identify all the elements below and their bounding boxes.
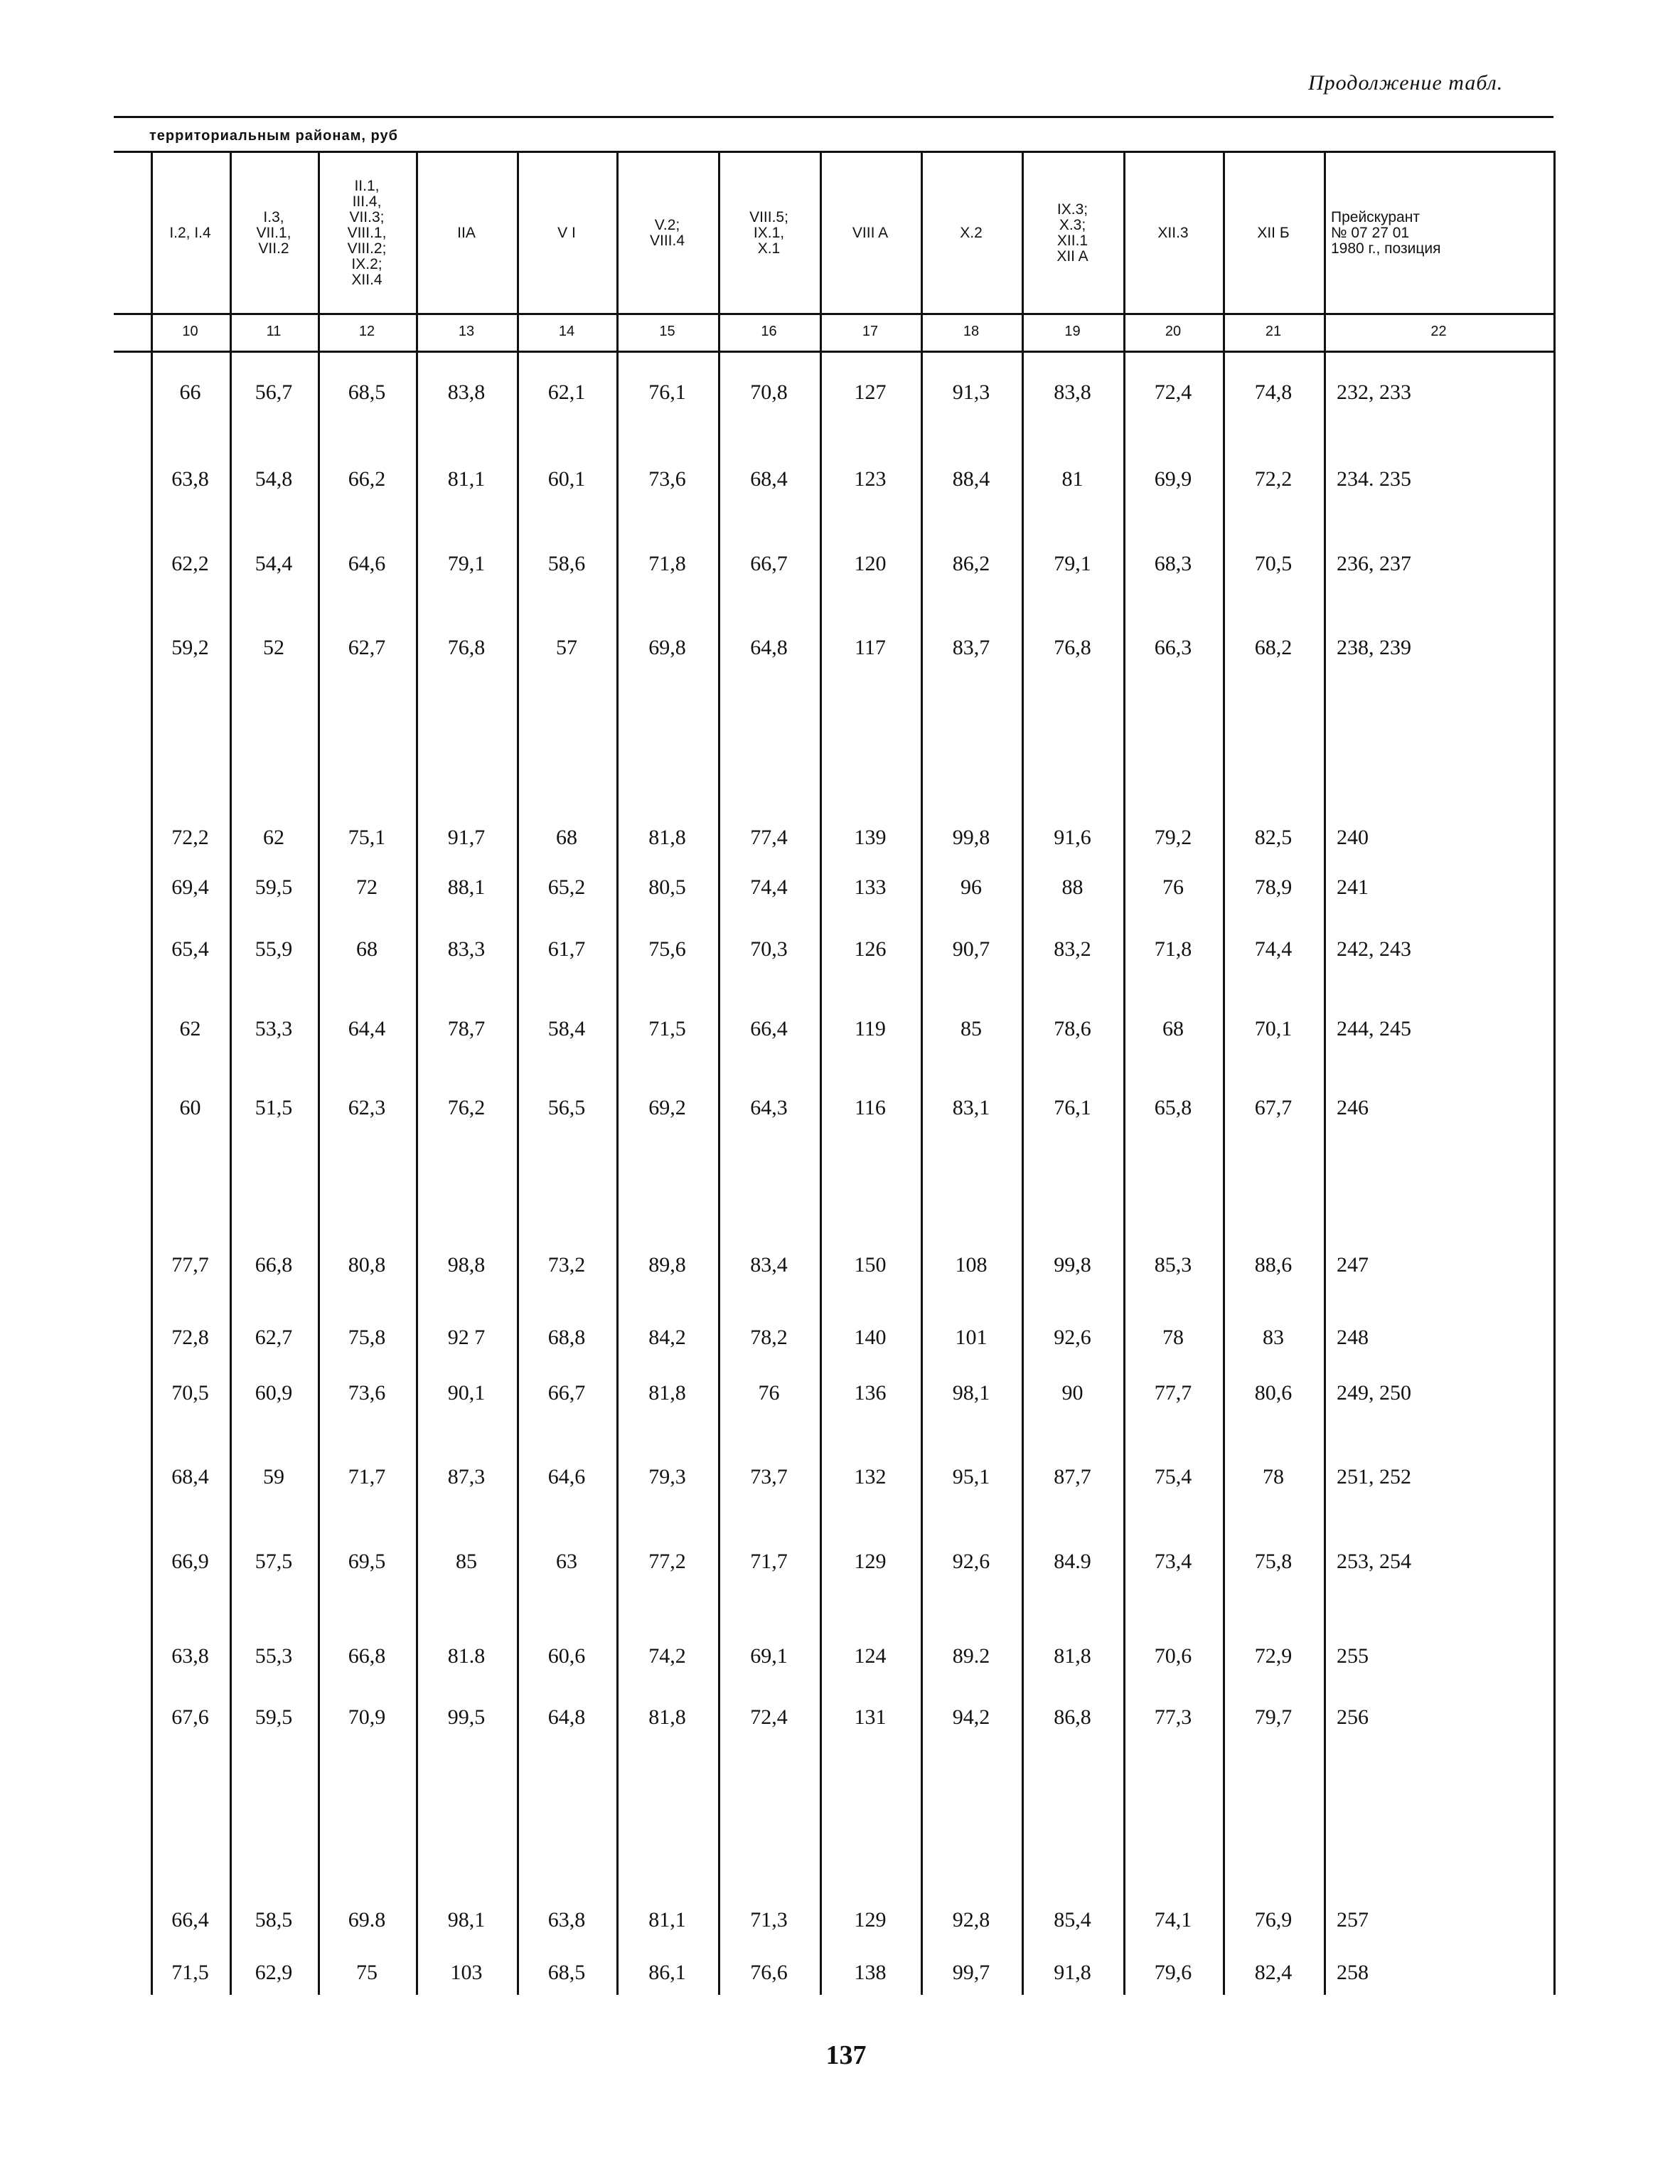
column-number: 10 <box>182 324 198 339</box>
column-divider <box>1553 151 1556 1995</box>
table-cell: 92,8 <box>952 1908 990 1932</box>
table-cell: 132 <box>854 1465 887 1488</box>
table-cell: 62 <box>179 1017 201 1040</box>
table-cell: 84,2 <box>648 1326 686 1349</box>
table-cell: 87,3 <box>447 1465 486 1488</box>
table-cell: 66,8 <box>255 1253 293 1277</box>
table-cell: 76 <box>758 1381 780 1405</box>
table-cell: 133 <box>854 875 887 899</box>
price-list-position: 244, 245 <box>1337 1017 1411 1040</box>
price-list-position: 256 <box>1337 1705 1369 1729</box>
table-cell: 72,2 <box>171 826 209 849</box>
table-cell: 94,2 <box>952 1705 990 1729</box>
table-cell: 88,6 <box>1254 1253 1293 1277</box>
table-cell: 72,8 <box>171 1326 209 1349</box>
column-header: V I <box>557 225 576 241</box>
table-cell: 88,4 <box>952 467 990 491</box>
table-cell: 64,6 <box>547 1465 586 1488</box>
table-cell: 81,8 <box>648 1381 686 1405</box>
table-cell: 79,1 <box>1054 552 1091 575</box>
table-cell: 72,2 <box>1254 467 1293 491</box>
table-cell: 89.2 <box>952 1644 990 1668</box>
table-cell: 75,8 <box>1254 1550 1293 1573</box>
table-cell: 131 <box>854 1705 887 1729</box>
table-cell: 57,5 <box>255 1550 293 1573</box>
table-cell: 57 <box>556 636 577 659</box>
table-cell: 64,4 <box>348 1017 386 1040</box>
table-cell: 59,5 <box>255 875 293 899</box>
table-cell: 66,3 <box>1154 636 1192 659</box>
table-cell: 71,5 <box>171 1961 209 1984</box>
table-cell: 73,6 <box>348 1381 386 1405</box>
table-cell: 108 <box>955 1253 988 1277</box>
table-cell: 68,5 <box>348 380 386 404</box>
table-cell: 74,4 <box>1254 937 1293 961</box>
table-cell: 129 <box>854 1908 887 1932</box>
table-cell: 68,8 <box>547 1326 586 1349</box>
table-cell: 71,8 <box>1154 937 1192 961</box>
table-cell: 67,7 <box>1254 1096 1293 1119</box>
table-cell: 75,1 <box>348 826 386 849</box>
table-cell: 66,9 <box>171 1550 209 1573</box>
table-cell: 78 <box>1162 1326 1184 1349</box>
price-list-position: 248 <box>1337 1326 1369 1349</box>
column-header: II.1, III.4, VII.3; VIII.1, VIII.2; IX.2; XII.4 <box>347 178 387 288</box>
table-cell: 98,8 <box>447 1253 486 1277</box>
table-cell: 75,6 <box>648 937 686 961</box>
table-cell: 55,9 <box>255 937 293 961</box>
table-cell: 63,8 <box>171 467 209 491</box>
table-cell: 54,8 <box>255 467 293 491</box>
table-cell: 101 <box>955 1326 988 1349</box>
table-cell: 80,5 <box>648 875 686 899</box>
table-cell: 87,7 <box>1054 1465 1091 1488</box>
price-list-position: 241 <box>1337 875 1369 899</box>
column-number: 14 <box>558 324 575 339</box>
table-cell: 99,5 <box>447 1705 486 1729</box>
table-cell: 117 <box>855 636 886 659</box>
table-cell: 85,4 <box>1054 1908 1091 1932</box>
table-cell: 89,8 <box>648 1253 686 1277</box>
column-number: 12 <box>358 324 375 339</box>
table-cell: 62,3 <box>348 1096 386 1119</box>
table-cell: 59,5 <box>255 1705 293 1729</box>
table-cell: 76 <box>1162 875 1184 899</box>
header-bottom-rule <box>114 313 1553 315</box>
price-list-position: 234. 235 <box>1337 467 1411 491</box>
page-number: 137 <box>825 2040 867 2070</box>
table-cell: 62,7 <box>255 1326 293 1349</box>
table-cell: 68,4 <box>171 1465 209 1488</box>
table-cell: 63 <box>556 1550 577 1573</box>
column-header: VIII A <box>852 225 889 241</box>
column-number: 18 <box>963 324 980 339</box>
table-cell: 71,7 <box>348 1465 386 1488</box>
table-cell: 71,3 <box>750 1908 788 1932</box>
table-cell: 60,1 <box>547 467 586 491</box>
top-rule <box>114 116 1553 118</box>
table-cell: 82,5 <box>1254 826 1293 849</box>
table-cell: 70,8 <box>750 380 788 404</box>
table-cell: 72 <box>356 875 378 899</box>
table-cell: 77,7 <box>1154 1381 1192 1405</box>
table-cell: 72,4 <box>750 1705 788 1729</box>
table-cell: 66 <box>179 380 201 404</box>
table-cell: 83,4 <box>750 1253 788 1277</box>
table-cell: 66,4 <box>750 1017 788 1040</box>
column-header: XII.3 <box>1157 225 1189 241</box>
table-cell: 83,8 <box>447 380 486 404</box>
table-cell: 99,8 <box>952 826 990 849</box>
table-cell: 81 <box>1061 467 1084 491</box>
table-cell: 81.8 <box>447 1644 486 1668</box>
table-cell: 72,4 <box>1154 380 1192 404</box>
table-cell: 90 <box>1061 1381 1084 1405</box>
price-list-position: 236, 237 <box>1337 552 1411 575</box>
table-cell: 77,7 <box>171 1253 209 1277</box>
table-cell: 59 <box>263 1465 284 1488</box>
table-cell: 99,8 <box>1054 1253 1091 1277</box>
table-cell: 82,4 <box>1254 1961 1293 1984</box>
table-cell: 66,7 <box>750 552 788 575</box>
table-cell: 63,8 <box>171 1644 209 1668</box>
column-header: I.2, I.4 <box>169 225 211 241</box>
column-number: 21 <box>1265 324 1282 339</box>
column-number: 15 <box>659 324 675 339</box>
table-cell: 98,1 <box>952 1381 990 1405</box>
table-cell: 56,7 <box>255 380 293 404</box>
table-cell: 90,1 <box>447 1381 486 1405</box>
table-cell: 80,6 <box>1254 1381 1293 1405</box>
table-cell: 65,8 <box>1154 1096 1192 1119</box>
table-cell: 76,8 <box>1054 636 1091 659</box>
table-cell: 76,1 <box>648 380 686 404</box>
price-list-position: 255 <box>1337 1644 1369 1668</box>
table-cell: 58,5 <box>255 1908 293 1932</box>
table-cell: 74,2 <box>648 1644 686 1668</box>
table-cell: 88 <box>1061 875 1084 899</box>
header-top-rule <box>114 151 1553 153</box>
table-cell: 83,3 <box>447 937 486 961</box>
table-cell: 72,9 <box>1254 1644 1293 1668</box>
table-cell: 68,3 <box>1154 552 1192 575</box>
table-cell: 62,2 <box>171 552 209 575</box>
table-cell: 69,8 <box>648 636 686 659</box>
table-cell: 78 <box>1263 1465 1284 1488</box>
table-cell: 68,5 <box>547 1961 586 1984</box>
table-cell: 78,2 <box>750 1326 788 1349</box>
table-cell: 92,6 <box>1054 1326 1091 1349</box>
table-cell: 73,4 <box>1154 1550 1192 1573</box>
table-cell: 95,1 <box>952 1465 990 1488</box>
table-cell: 64,8 <box>750 636 788 659</box>
table-cell: 61,7 <box>547 937 586 961</box>
continuation-label: Продолжение табл. <box>1308 71 1504 95</box>
table-cell: 91,3 <box>952 380 990 404</box>
table-cell: 53,3 <box>255 1017 293 1040</box>
column-number: 16 <box>761 324 777 339</box>
table-cell: 78,9 <box>1254 875 1293 899</box>
table-cell: 73,7 <box>750 1465 788 1488</box>
price-list-position: 251, 252 <box>1337 1465 1411 1488</box>
table-cell: 69,9 <box>1154 467 1192 491</box>
table-cell: 66,7 <box>547 1381 586 1405</box>
table-cell: 83,2 <box>1054 937 1091 961</box>
column-header: V.2; VIII.4 <box>649 217 685 249</box>
price-list-position: 240 <box>1337 826 1369 849</box>
table-cell: 124 <box>854 1644 887 1668</box>
price-list-position: 249, 250 <box>1337 1381 1411 1405</box>
table-cell: 119 <box>855 1017 886 1040</box>
table-cell: 83,7 <box>952 636 990 659</box>
column-number: 19 <box>1064 324 1081 339</box>
table-cell: 127 <box>854 380 887 404</box>
table-cell: 51,5 <box>255 1096 293 1119</box>
table-cell: 140 <box>854 1326 887 1349</box>
table-cell: 81,8 <box>1054 1644 1091 1668</box>
table-cell: 63,8 <box>547 1908 586 1932</box>
table-cell: 70,1 <box>1254 1017 1293 1040</box>
table-cell: 60,6 <box>547 1644 586 1668</box>
table-cell: 56,5 <box>547 1096 586 1119</box>
price-list-position: 258 <box>1337 1961 1369 1984</box>
table-cell: 88,1 <box>447 875 486 899</box>
table-cell: 90,7 <box>952 937 990 961</box>
table-cell: 129 <box>854 1550 887 1573</box>
table-cell: 62,7 <box>348 636 386 659</box>
table-cell: 64,3 <box>750 1096 788 1119</box>
table-cell: 58,6 <box>547 552 586 575</box>
table-cell: 85 <box>961 1017 982 1040</box>
table-cell: 69.8 <box>348 1908 386 1932</box>
column-number: 22 <box>1430 324 1447 339</box>
table-cell: 99,7 <box>952 1961 990 1984</box>
table-cell: 76,9 <box>1254 1908 1293 1932</box>
price-list-position: 253, 254 <box>1337 1550 1411 1573</box>
table-cell: 84.9 <box>1054 1550 1091 1573</box>
table-cell: 67,6 <box>171 1705 209 1729</box>
table-cell: 83,8 <box>1054 380 1091 404</box>
column-header: IIA <box>457 225 476 241</box>
table-cell: 98,1 <box>447 1908 486 1932</box>
table-cell: 79,2 <box>1154 826 1192 849</box>
table-cell: 91,7 <box>447 826 486 849</box>
table-cell: 79,6 <box>1154 1961 1192 1984</box>
table-cell: 76,1 <box>1054 1096 1091 1119</box>
table-cell: 69,2 <box>648 1096 686 1119</box>
table-cell: 75,4 <box>1154 1465 1192 1488</box>
table-cell: 70,5 <box>171 1381 209 1405</box>
table-cell: 81,1 <box>447 467 486 491</box>
table-cell: 96 <box>961 875 982 899</box>
table-cell: 116 <box>855 1096 886 1119</box>
table-cell: 66,8 <box>348 1644 386 1668</box>
table-cell: 62,9 <box>255 1961 293 1984</box>
column-number: 11 <box>266 324 282 339</box>
column-header: VIII.5; IX.1, X.1 <box>749 209 788 257</box>
table-cell: 68 <box>356 937 378 961</box>
table-cell: 77,2 <box>648 1550 686 1573</box>
table-cell: 85,3 <box>1154 1253 1192 1277</box>
table-cell: 78,7 <box>447 1017 486 1040</box>
price-list-position: 246 <box>1337 1096 1369 1119</box>
table-cell: 66,4 <box>171 1908 209 1932</box>
table-cell: 91,8 <box>1054 1961 1091 1984</box>
table-cell: 74,8 <box>1254 380 1293 404</box>
table-cell: 103 <box>450 1961 483 1984</box>
table-cell: 150 <box>854 1253 887 1277</box>
table-cell: 62 <box>263 826 284 849</box>
table-cell: 79,1 <box>447 552 486 575</box>
table-cell: 81,1 <box>648 1908 686 1932</box>
column-header: X.2 <box>960 225 983 241</box>
table-cell: 85 <box>456 1550 477 1573</box>
table-cell: 54,4 <box>255 552 293 575</box>
column-number: 17 <box>862 324 879 339</box>
table-cell: 91,6 <box>1054 826 1091 849</box>
table-cell: 65,4 <box>171 937 209 961</box>
table-cell: 139 <box>854 826 887 849</box>
price-list-position: 257 <box>1337 1908 1369 1932</box>
table-cell: 138 <box>854 1961 887 1984</box>
column-number: 20 <box>1165 324 1182 339</box>
table-cell: 73,2 <box>547 1253 586 1277</box>
table-cell: 71,5 <box>648 1017 686 1040</box>
table-cell: 74,1 <box>1154 1908 1192 1932</box>
table-cell: 79,3 <box>648 1465 686 1488</box>
table-cell: 86,8 <box>1054 1705 1091 1729</box>
table-cell: 75 <box>356 1961 378 1984</box>
table-cell: 62,1 <box>547 380 586 404</box>
table-cell: 64,6 <box>348 552 386 575</box>
table-cell: 60 <box>179 1096 201 1119</box>
table-cell: 92 7 <box>447 1326 486 1349</box>
table-cell: 86,2 <box>952 552 990 575</box>
table-cell: 70,9 <box>348 1705 386 1729</box>
table-cell: 81,8 <box>648 826 686 849</box>
table-cell: 83 <box>1263 1326 1284 1349</box>
table-cell: 75,8 <box>348 1326 386 1349</box>
table-cell: 78,6 <box>1054 1017 1091 1040</box>
price-list-position: 232, 233 <box>1337 380 1411 404</box>
table-cell: 123 <box>854 467 887 491</box>
table-cell: 69,4 <box>171 875 209 899</box>
price-list-position: 247 <box>1337 1253 1369 1277</box>
column-header: IX.3; X.3; XII.1 XII A <box>1056 201 1088 265</box>
table-cell: 70,6 <box>1154 1644 1192 1668</box>
table-cell: 83,1 <box>952 1096 990 1119</box>
table-cell: 59,2 <box>171 636 209 659</box>
table-cell: 71,8 <box>648 552 686 575</box>
table-cell: 68 <box>556 826 577 849</box>
price-list-position: 238, 239 <box>1337 636 1411 659</box>
table-cell: 64,8 <box>547 1705 586 1729</box>
table-cell: 70,5 <box>1254 552 1293 575</box>
table-cell: 126 <box>854 937 887 961</box>
column-header: I.3, VII.1, VII.2 <box>256 209 291 257</box>
table-cell: 66,2 <box>348 467 386 491</box>
table-cell: 71,7 <box>750 1550 788 1573</box>
column-header: XII Б <box>1257 225 1290 241</box>
table-cell: 69,1 <box>750 1644 788 1668</box>
table-cell: 77,3 <box>1154 1705 1192 1729</box>
table-cell: 68 <box>1162 1017 1184 1040</box>
table-cell: 76,2 <box>447 1096 486 1119</box>
column-header: Прейскурант № 07 27 01 1980 г., позиция <box>1331 209 1441 257</box>
table-cell: 81,8 <box>648 1705 686 1729</box>
table-cell: 77,4 <box>750 826 788 849</box>
table-cell: 68,2 <box>1254 636 1293 659</box>
subtitle: территориальным районам, руб <box>149 128 398 144</box>
table-cell: 76,8 <box>447 636 486 659</box>
table-cell: 136 <box>854 1381 887 1405</box>
table-cell: 92,6 <box>952 1550 990 1573</box>
table-cell: 52 <box>263 636 284 659</box>
table-cell: 120 <box>854 552 887 575</box>
table-cell: 70,3 <box>750 937 788 961</box>
table-cell: 76,6 <box>750 1961 788 1984</box>
table-cell: 86,1 <box>648 1961 686 1984</box>
table-cell: 58,4 <box>547 1017 586 1040</box>
table-cell: 55,3 <box>255 1644 293 1668</box>
column-number: 13 <box>458 324 475 339</box>
table-cell: 65,2 <box>547 875 586 899</box>
table-cell: 79,7 <box>1254 1705 1293 1729</box>
price-list-position: 242, 243 <box>1337 937 1411 961</box>
table-cell: 74,4 <box>750 875 788 899</box>
table-cell: 69,5 <box>348 1550 386 1573</box>
table-cell: 68,4 <box>750 467 788 491</box>
table-cell: 60,9 <box>255 1381 293 1405</box>
table-cell: 73,6 <box>648 467 686 491</box>
table-cell: 80,8 <box>348 1253 386 1277</box>
